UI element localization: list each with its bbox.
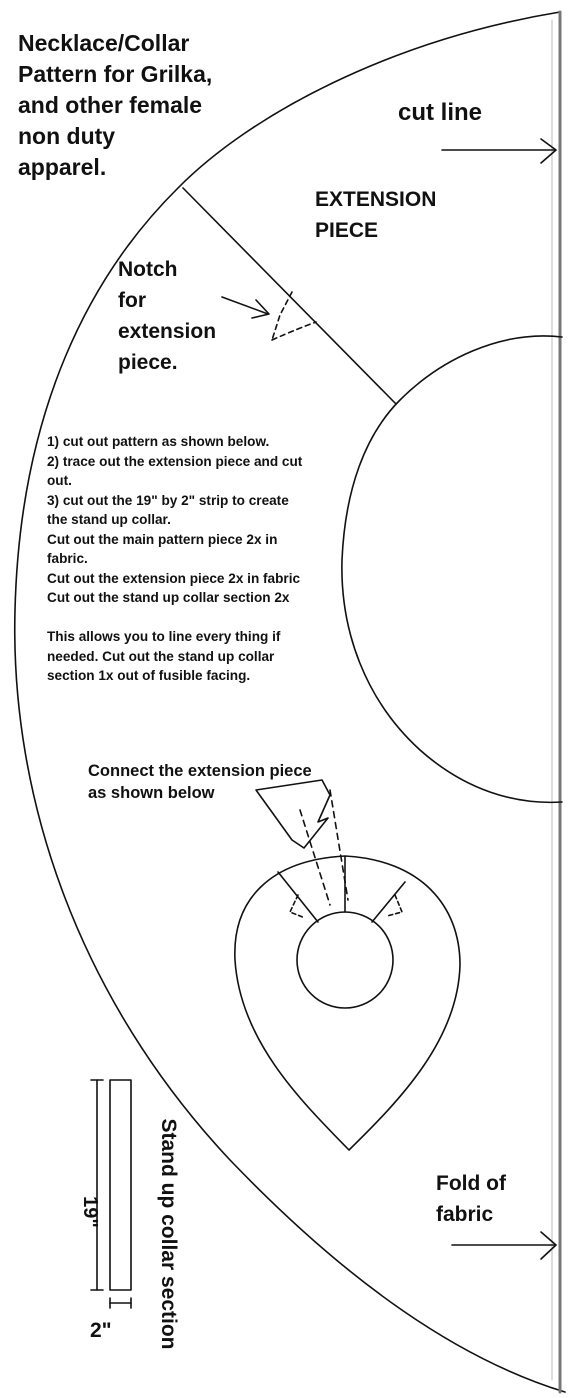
instructions-block bbox=[47, 432, 367, 686]
instruction-line: the stand up collar. bbox=[47, 512, 171, 527]
collar-strip bbox=[110, 1080, 131, 1290]
instruction-line: 3) cut out the 19" by 2" strip to create bbox=[47, 492, 289, 508]
page-title: Necklace/Collar Pattern for Grilka, and other female non duty apparel. bbox=[18, 30, 213, 180]
instruction-line: out. bbox=[47, 473, 72, 488]
instruction-line: Cut out the main pattern piece 2x in bbox=[47, 531, 278, 547]
cut-line-label: cut line bbox=[398, 99, 483, 126]
extension-piece-label: EXTENSION PIECE bbox=[315, 188, 437, 242]
assembled-collar-seam-left bbox=[278, 872, 318, 922]
instruction-line: 1) cut out pattern as shown below. bbox=[47, 434, 270, 449]
instruction-line: fabric. bbox=[47, 551, 88, 566]
notch-mark-base bbox=[272, 322, 316, 340]
fold-label: Fold of fabric bbox=[436, 1172, 506, 1226]
assembled-collar-notch-left bbox=[290, 895, 305, 918]
assembled-collar-neck-circle bbox=[297, 912, 393, 1008]
connect-label: Connect the extension piece as shown below bbox=[88, 762, 312, 802]
assembled-collar-notch-right bbox=[387, 895, 402, 916]
instruction-line: Cut out the extension piece 2x in fabric bbox=[47, 570, 301, 586]
placement-guide-right bbox=[330, 790, 348, 900]
instruction-line: 2) trace out the extension piece and cut bbox=[47, 453, 303, 469]
instruction-line bbox=[47, 608, 367, 628]
width-dimension-label: 2" bbox=[90, 1319, 112, 1342]
length-dimension-label: 19" bbox=[79, 1196, 101, 1228]
cut-line-arrow-head bbox=[541, 139, 556, 163]
instruction-line: section 1x out of fusible facing. bbox=[47, 668, 251, 683]
notch-label: Notch for extension piece. bbox=[118, 258, 217, 374]
instruction-line: Cut out the stand up collar section 2x bbox=[47, 590, 290, 605]
neckline-arc bbox=[342, 336, 562, 802]
instruction-line: This allows you to line every thing if bbox=[47, 629, 281, 644]
instruction-line: needed. Cut out the stand up collar bbox=[47, 648, 275, 664]
collar-section-label: Stand up collar section bbox=[157, 1118, 180, 1350]
